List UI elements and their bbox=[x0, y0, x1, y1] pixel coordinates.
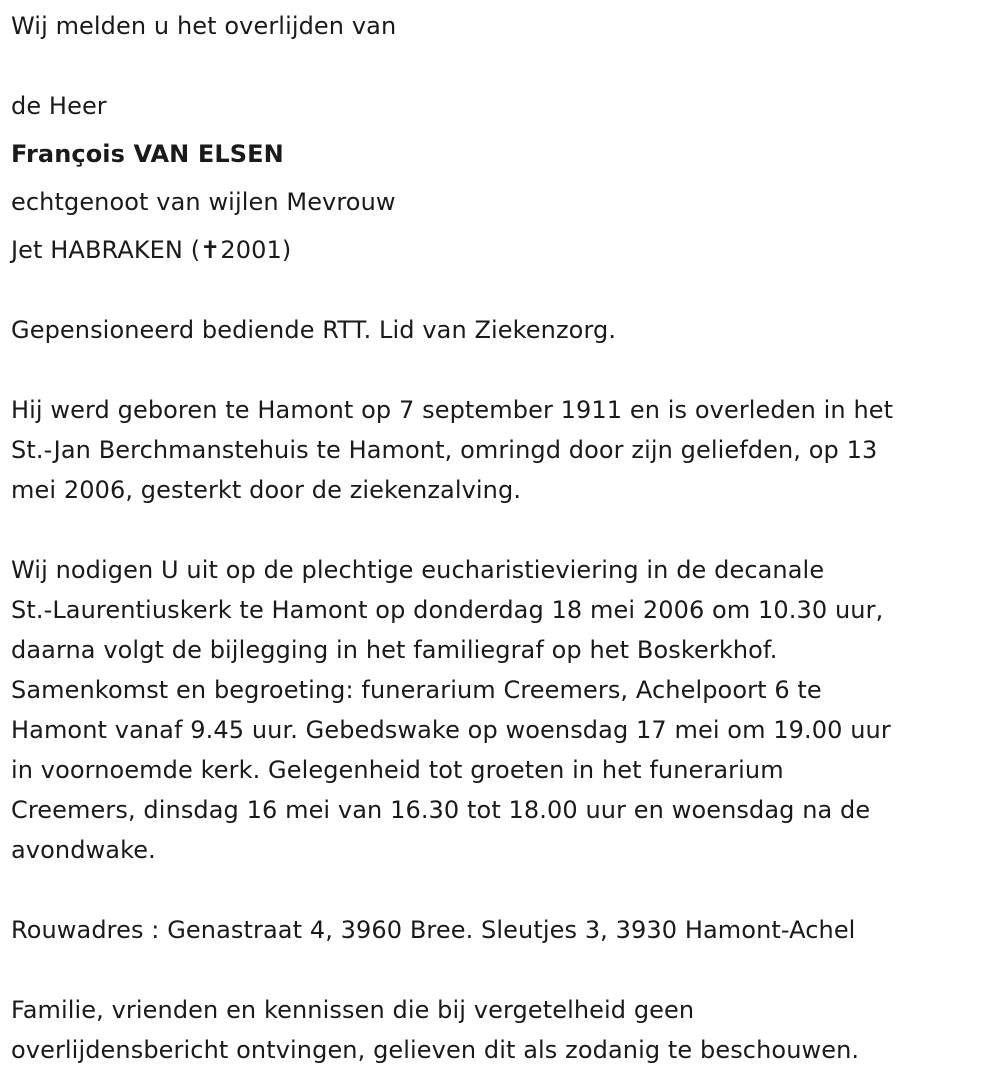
paragraph-line: Wij nodigen U uit op de plechtige eucharistieviering in de decanale bbox=[11, 556, 825, 584]
paragraph-line: mei 2006, gesterkt door de ziekenzalving. bbox=[11, 476, 522, 504]
paragraph-line: Hamont vanaf 9.45 uur. Gebedswake op woensdag 17 mei om 19.00 uur bbox=[11, 716, 891, 744]
funeral-paragraph bbox=[11, 550, 986, 870]
paragraph-line: daarna volgt de bijlegging in het familiegraf op het Boskerkhof. bbox=[11, 636, 778, 664]
intro-line: Wij melden u het overlijden van bbox=[11, 12, 397, 40]
obituary-document bbox=[11, 6, 986, 1070]
birth-death-paragraph bbox=[11, 390, 986, 510]
closing-paragraph bbox=[11, 990, 986, 1070]
paragraph-line: St.-Laurentiuskerk te Hamont op donderdag 18 mei 2006 om 10.30 uur, bbox=[11, 596, 884, 624]
paragraph-line: St.-Jan Berchmanstehuis te Hamont, omringd door zijn geliefden, op 13 bbox=[11, 436, 878, 464]
paragraph-line: overlijdensbericht ontvingen, gelieven dit als zodanig te beschouwen. bbox=[11, 1036, 860, 1064]
spouse-line-1: echtgenoot van wijlen Mevrouw bbox=[11, 188, 396, 216]
paragraph-line: Familie, vrienden en kennissen die bij vergetelheid geen bbox=[11, 996, 695, 1024]
title-prefix: de Heer bbox=[11, 92, 107, 120]
paragraph-line: in voornoemde kerk. Gelegenheid tot groeten in het funerarium bbox=[11, 756, 784, 784]
deceased-name: François VAN ELSEN bbox=[11, 140, 284, 168]
paragraph-line: Samenkomst en begroeting: funerarium Creemers, Achelpoort 6 te bbox=[11, 676, 822, 704]
paragraph-line: avondwake. bbox=[11, 836, 156, 864]
spouse-line-2: Jet HABRAKEN (✝2001) bbox=[11, 236, 292, 264]
paragraph-line: Creemers, dinsdag 16 mei van 16.30 tot 18.00 uur en woensdag na de bbox=[11, 796, 871, 824]
occupation-line: Gepensioneerd bediende RTT. Lid van Ziekenzorg. bbox=[11, 316, 617, 344]
paragraph-line: Hij werd geboren te Hamont op 7 september 1911 en is overleden in het bbox=[11, 396, 894, 424]
address-line: Rouwadres : Genastraat 4, 3960 Bree. Sleutjes 3, 3930 Hamont-Achel bbox=[11, 916, 856, 944]
